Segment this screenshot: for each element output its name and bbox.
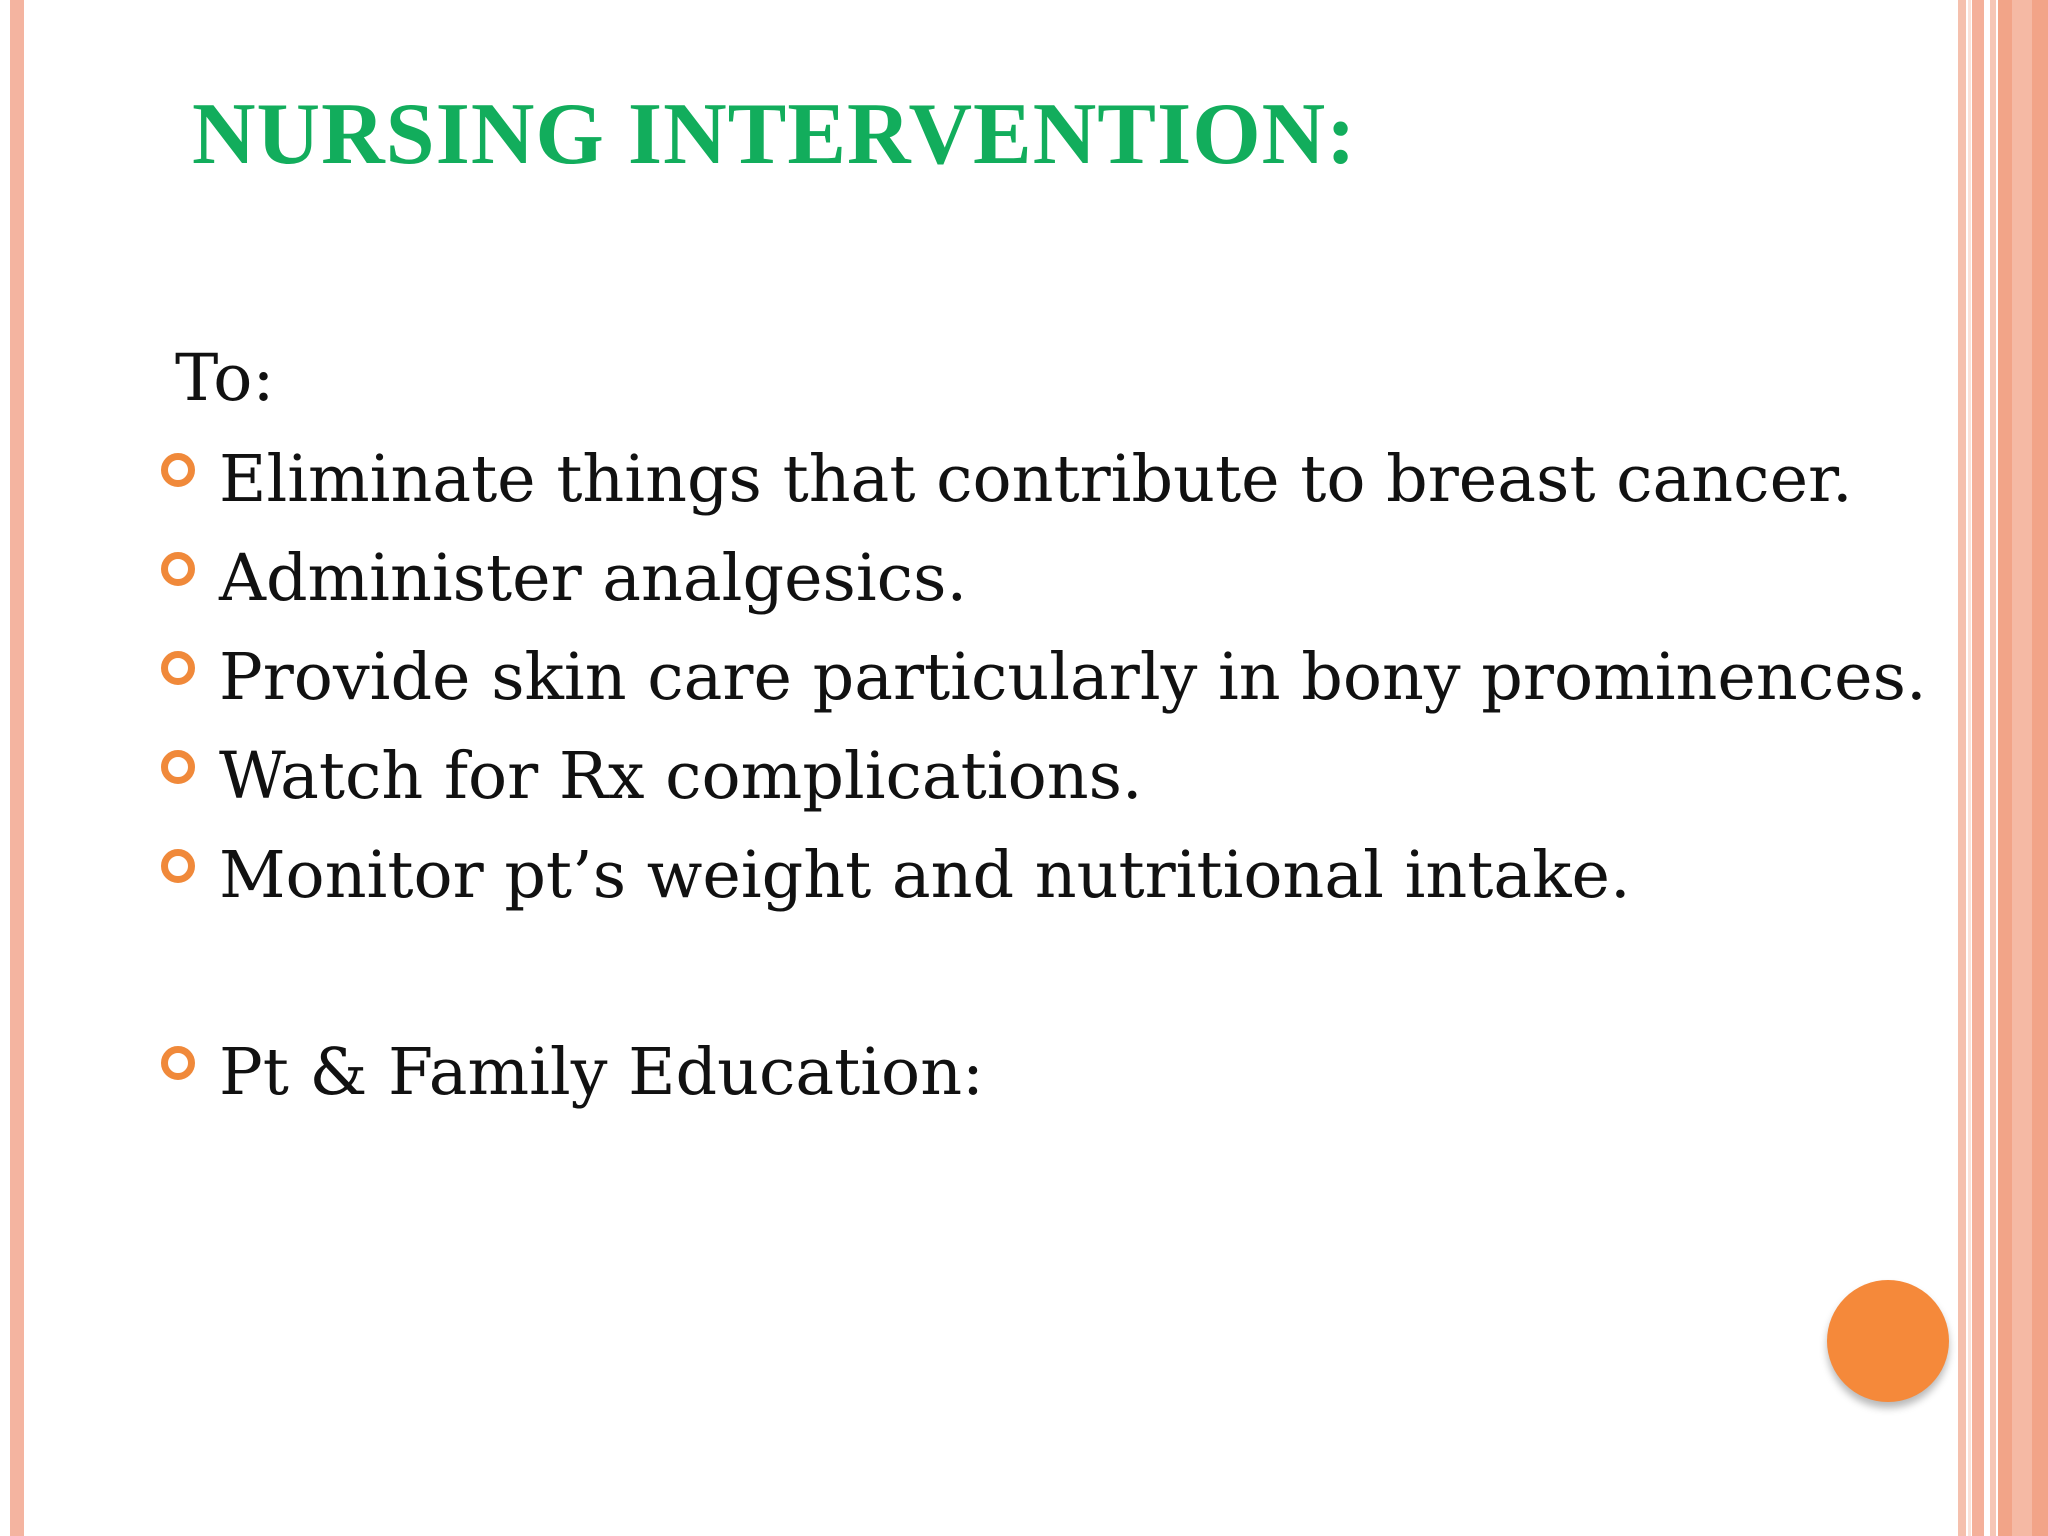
slide-title: NURSING INTERVENTION: — [192, 86, 1357, 183]
right-border-stripe — [2012, 0, 2032, 1536]
bullet-circle-icon — [161, 552, 195, 586]
next-slide-button[interactable] — [1827, 1280, 1949, 1402]
list-item-text: Provide skin care particularly in bony prominences. — [219, 640, 1927, 715]
right-border-stripe — [1990, 0, 1996, 1536]
section-heading-text: Pt & Family Education: — [219, 1035, 984, 1110]
intro-label: To: — [175, 341, 275, 416]
right-border-stripe — [1968, 0, 1971, 1536]
bullet-circle-icon — [161, 849, 195, 883]
list-item-text: Monitor pt’s weight and nutritional intake. — [219, 838, 1631, 913]
list-item-text: Administer analgesics. — [219, 541, 968, 616]
left-border-stripe — [10, 0, 24, 1536]
bullet-circle-icon — [161, 1046, 195, 1080]
list-item-text: Watch for Rx complications. — [219, 739, 1143, 814]
right-border-stripe — [1972, 0, 1984, 1536]
list-item-text: Eliminate things that contribute to breast cancer. — [219, 442, 1853, 517]
bullet-circle-icon — [161, 651, 195, 685]
bullet-circle-icon — [161, 750, 195, 784]
bullet-circle-icon — [161, 453, 195, 487]
right-border-stripe — [1958, 0, 1966, 1536]
